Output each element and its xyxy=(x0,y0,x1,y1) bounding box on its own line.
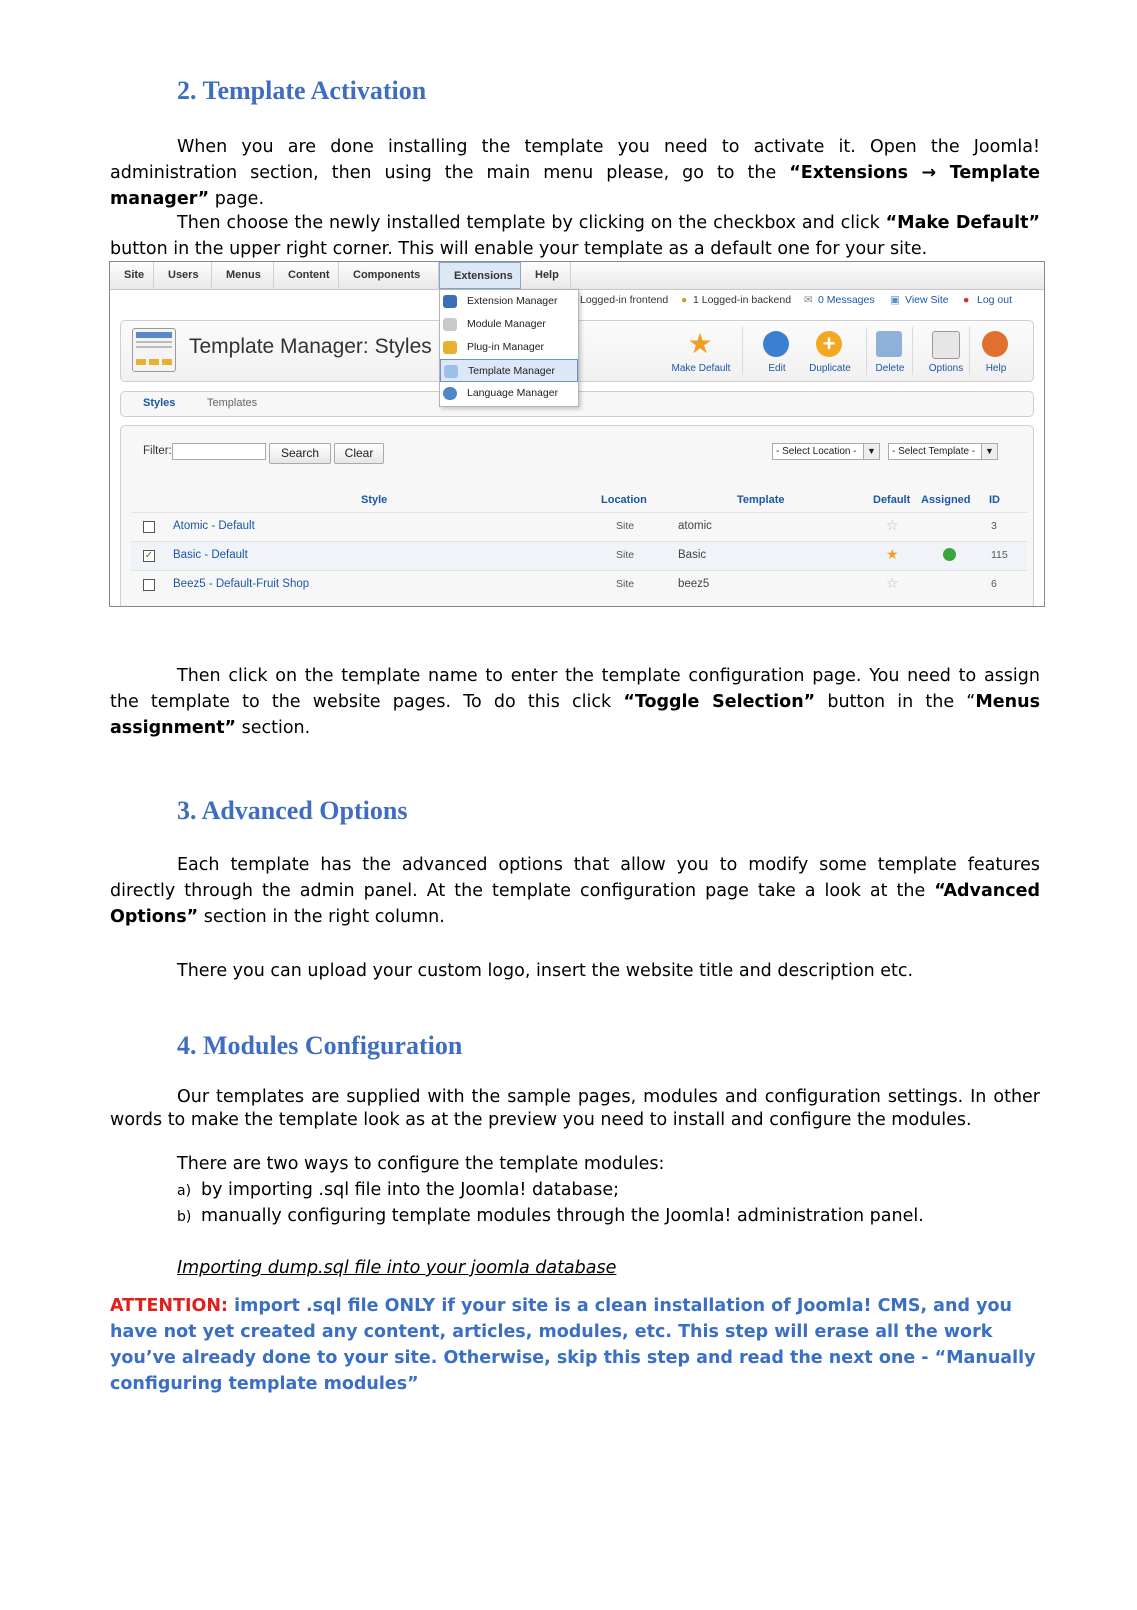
logout-link[interactable]: Log out xyxy=(977,294,1013,306)
id-cell: 3 xyxy=(991,520,997,532)
filter-label: Filter: xyxy=(143,445,172,457)
view-site-link[interactable]: View Site xyxy=(905,294,949,306)
menu-content[interactable]: Content xyxy=(274,262,339,289)
edit-button[interactable]: Edit xyxy=(743,325,811,377)
paragraph-advanced-2: There you can upload your custom logo, insert the website title and description etc. xyxy=(177,961,914,981)
template-cell: Basic xyxy=(678,549,707,561)
paragraph-activation-2: Then choose the newly installed template by clicking on the checkbox and click “Make Default” button in the upper right corner. This will enable your template as a default one for your site. xyxy=(110,213,1040,259)
location-cell: Site xyxy=(616,549,635,561)
heading-modules-configuration: 4. Modules Configuration xyxy=(177,1031,463,1060)
language-manager-icon xyxy=(443,387,457,400)
menu-components[interactable]: Components xyxy=(339,262,439,289)
duplicate-button[interactable]: + Duplicate xyxy=(809,331,851,374)
options-icon xyxy=(932,331,960,359)
dropdown-extension-manager[interactable]: Extension Manager xyxy=(440,290,578,313)
menu-site[interactable]: Site xyxy=(110,262,154,289)
logout-icon: ● xyxy=(963,294,970,306)
column-default[interactable]: Default xyxy=(873,494,911,506)
help-button[interactable]: Help xyxy=(962,325,1030,377)
template-manager-large-icon xyxy=(132,328,176,372)
plus-icon: + xyxy=(816,331,842,357)
paragraph-advanced-1: Each template has the advanced options that allow you to modify some template features directly through the admin panel. At the template configuration page take a look at the “Advanced Options” section in the right column. xyxy=(110,855,1040,927)
heading-advanced-options: 3. Advanced Options xyxy=(177,796,408,825)
trash-icon xyxy=(876,331,902,357)
delete-button[interactable]: Delete xyxy=(856,325,924,377)
lifebuoy-icon xyxy=(982,331,1008,357)
menu-help[interactable]: Help xyxy=(521,262,571,289)
module-manager-icon xyxy=(443,318,457,331)
chevron-down-icon: ▼ xyxy=(981,444,997,459)
list-item: a) by importing .sql file into the Joomla! database; xyxy=(177,1180,620,1200)
plugin-manager-icon xyxy=(443,341,457,354)
check-icon xyxy=(943,548,956,561)
dropdown-language-manager[interactable]: Language Manager xyxy=(440,382,578,405)
paragraph-activation-3: Then click on the template name to enter the template configuration page. You need to assign the template to the website pages. To do this click “Toggle Selection” button in the “Menus assignment” section. xyxy=(110,666,1040,738)
view-site-icon: ▣ xyxy=(890,294,900,306)
star-icon: ★ xyxy=(687,328,713,359)
default-star-icon[interactable]: ☆ xyxy=(886,517,899,533)
paragraph-activation-1: When you are done installing the template you need to activate it. Open the Joomla! administration section, then using the main menu please, go to the “Extensions → Template manager” page. xyxy=(110,137,1040,209)
extensions-dropdown xyxy=(439,289,579,407)
paragraph-modules-2: There are two ways to configure the template modules: xyxy=(177,1154,665,1174)
chevron-down-icon: ▼ xyxy=(863,444,879,459)
subheading-import-dump: Importing dump.sql file into your joomla database xyxy=(177,1258,617,1278)
location-cell: Site xyxy=(616,578,635,590)
style-link[interactable]: Basic - Default xyxy=(173,549,248,561)
style-link[interactable]: Atomic - Default xyxy=(173,520,255,532)
table-row xyxy=(131,541,1027,570)
style-link[interactable]: Beez5 - Default-Fruit Shop xyxy=(173,578,310,590)
table-header xyxy=(131,488,1027,512)
default-star-icon[interactable]: ☆ xyxy=(886,575,899,591)
select-template[interactable]: - Select Template - ▼ xyxy=(888,443,998,460)
paragraph-modules-1: Our templates are supplied with the sample pages, modules and configuration settings. In other words to make the template look as at the preview you need to install and configure the modules. xyxy=(110,1087,1040,1130)
table-row xyxy=(131,512,1027,541)
template-manager-screenshot xyxy=(109,261,1045,607)
dropdown-plugin-manager[interactable]: Plug-in Manager xyxy=(440,336,578,359)
messages-icon: ✉ xyxy=(804,294,813,306)
logged-in-backend: 1 Logged-in backend xyxy=(693,294,792,306)
default-star-icon[interactable]: ★ xyxy=(886,546,899,562)
id-cell: 115 xyxy=(991,549,1008,561)
options-button[interactable]: Options xyxy=(912,325,980,377)
id-cell: 6 xyxy=(991,578,997,590)
template-cell: beez5 xyxy=(678,578,710,590)
pencil-icon xyxy=(763,331,789,357)
column-assigned[interactable]: Assigned xyxy=(921,494,971,506)
column-template[interactable]: Template xyxy=(737,494,785,506)
filter-input[interactable] xyxy=(172,443,266,460)
attention-notice: ATTENTION: import .sql file ONLY if your site is a clean installation of Joomla! CMS, and you have not yet created any content, articles, modules, etc. This step will erase all the work you’ve already done to your site. Otherwise, skip this step and read the next one - “Manually configuring template modules” xyxy=(110,1296,1036,1394)
location-cell: Site xyxy=(616,520,635,532)
template-cell: atomic xyxy=(678,520,712,532)
row-checkbox[interactable]: ✓ xyxy=(144,550,154,561)
row-checkbox[interactable] xyxy=(143,521,155,533)
search-button[interactable]: Search xyxy=(269,443,331,464)
users-icon: ● xyxy=(681,294,688,306)
menu-menus[interactable]: Menus xyxy=(212,262,274,289)
menu-extensions[interactable]: Extensions xyxy=(439,262,521,289)
table-row xyxy=(131,570,1027,599)
extension-manager-icon xyxy=(443,295,457,308)
logged-in-frontend: Logged-in frontend xyxy=(580,294,669,306)
dropdown-module-manager[interactable]: Module Manager xyxy=(440,313,578,336)
column-id[interactable]: ID xyxy=(989,494,1000,506)
column-location[interactable]: Location xyxy=(601,494,647,506)
menu-users[interactable]: Users xyxy=(154,262,212,289)
make-default-button[interactable]: ★ Make Default xyxy=(671,328,731,374)
admin-menu-bar xyxy=(110,262,1044,290)
page-title: Template Manager: Styles xyxy=(189,335,432,358)
messages-link[interactable]: 0 Messages xyxy=(818,294,875,306)
dropdown-template-manager[interactable]: Template Manager xyxy=(440,359,578,382)
status-bar xyxy=(580,290,1040,312)
row-checkbox[interactable] xyxy=(143,579,155,591)
clear-button[interactable]: Clear xyxy=(334,443,384,464)
column-style[interactable]: Style xyxy=(361,494,388,506)
heading-template-activation: 2. Template Activation xyxy=(177,76,427,105)
styles-panel xyxy=(120,425,1034,607)
tab-styles[interactable]: Styles xyxy=(143,397,176,409)
select-location[interactable]: - Select Location - ▼ xyxy=(772,443,880,460)
list-item: b) manually configuring template modules through the Joomla! administration panel. xyxy=(177,1206,924,1226)
tab-templates[interactable]: Templates xyxy=(207,397,258,409)
template-manager-icon xyxy=(444,365,458,378)
